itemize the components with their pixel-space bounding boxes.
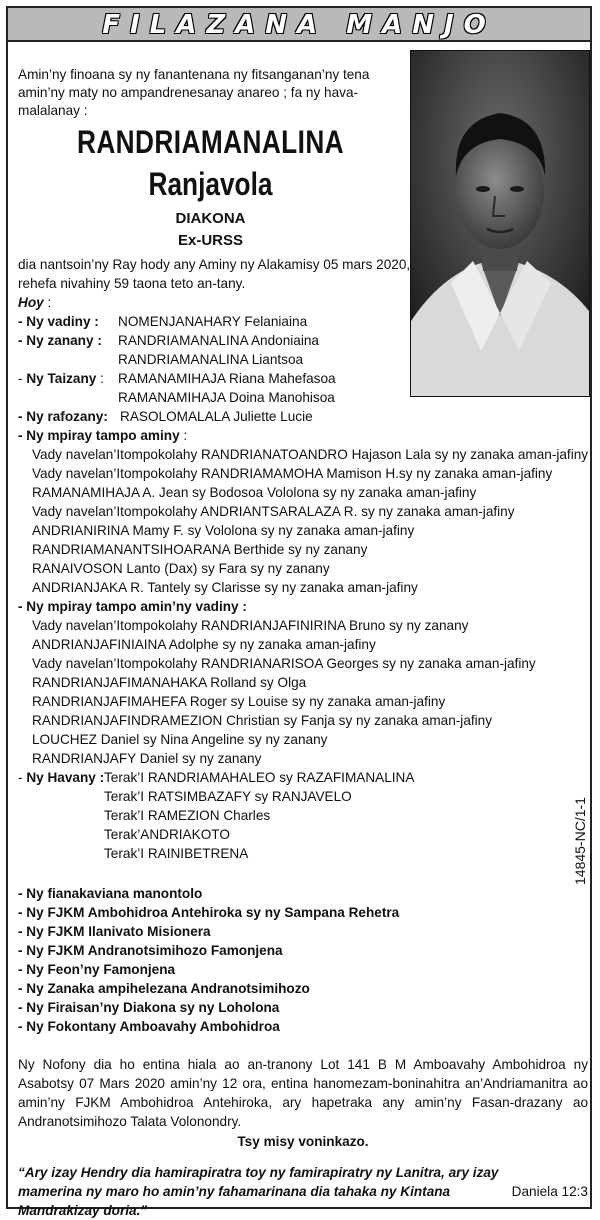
mpiray-label: - Ny mpiray tampo aminy xyxy=(18,428,180,443)
zanany-label: - Ny zanany : xyxy=(18,333,102,348)
hoy-label: Hoy xyxy=(18,295,44,310)
list-item: RANDRIANJAFIMANAHAKA Rolland sy Olga xyxy=(32,675,307,690)
taizany-dash: - xyxy=(18,371,27,386)
list-item: Vady navelan’Itompokolahy RANDRIANARISOA Georges sy ny zanaka aman-jafiny xyxy=(32,656,536,671)
deceased-title-1: DIAKONA xyxy=(175,210,246,227)
havany-heading xyxy=(18,769,104,787)
group-item: - Ny Fokontany Amboavahy Ambohidroa xyxy=(18,1019,280,1034)
header-banner xyxy=(8,8,590,42)
header-title: FILAZANA MANJO xyxy=(102,10,496,40)
vadiny-name: NOMENJANAHARY Felaniaina xyxy=(118,314,308,329)
list-item: ANDRIANJAFINIAINA Adolphe sy ny zanaka aman-jafiny xyxy=(32,637,376,652)
mpiray-vadiny-label: - Ny mpiray tampo amin’ny vadiny : xyxy=(18,599,247,614)
havany-dash: - xyxy=(18,770,27,785)
list-item: Terak’I RATSIMBAZAFY sy RANJAVELO xyxy=(104,789,352,804)
hoy-heading xyxy=(18,294,51,312)
list-item: Vady navelan’Itompokolahy RANDRIANJAFINIRINA Bruno sy ny zanany xyxy=(32,618,469,633)
list-item: Terak’I RANDRIAMAHALEO sy RAZAFIMANALINA xyxy=(104,770,415,785)
hoy-colon: : xyxy=(43,295,52,310)
list-item: RAMANAMIHAJA A. Jean sy Bodosoa Vololona sy ny zanaka aman-jafiny xyxy=(32,485,477,500)
mpiray-heading xyxy=(18,427,187,445)
list-item: Vady navelan’Itompokolahy RANDRIANATOANDRO Hajason Lala sy ny zanaka aman-jafiny xyxy=(32,447,589,462)
zanany-name: RANDRIAMANALINA Andoniaina xyxy=(118,333,319,348)
group-item: - Ny FJKM Ilanivato Misionera xyxy=(18,924,211,939)
taizany-label: Ny Taizany xyxy=(26,371,97,386)
havany-label: Ny Havany : xyxy=(26,770,105,785)
list-item: RANDRIANJAFIMAHEFA Roger sy Louise sy ny zanaka aman-jafiny xyxy=(32,694,446,709)
portrait-illustration xyxy=(411,51,589,396)
ad-reference-code: 14845-NC/1-1 xyxy=(572,797,588,885)
quote-reference: Daniela 12:3 xyxy=(511,1184,588,1199)
zanany-name: RANDRIAMANALINA Liantsoa xyxy=(118,352,304,367)
list-item: RANDRIAMANANTSIHOARANA Berthide sy ny zanany xyxy=(32,542,368,557)
taizany-colon: : xyxy=(96,371,104,386)
rafozany-name: RASOLOMALALA Juliette Lucie xyxy=(120,409,313,424)
bible-quote xyxy=(18,1163,588,1220)
funeral-details: Ny Nofony dia ho entina hiala ao an-tranony Lot 141 B M Amboavahy Ambohidroa ny Asabotsy 07 Mars 2020 amin’ny 12 ora, entina hanomezam-boninahitra an’Andriamanitra ao amin’ny FJKM Ambohidroa Antehiroka, ary hapetraka any amin’ny Fasan-drazany ao Andranotsimihozo Talata Volonondry. xyxy=(18,1057,588,1129)
list-item: Vady navelan’Itompokolahy ANDRIANTSARALAZA R. sy ny zanaka aman-jafiny xyxy=(32,504,515,519)
death-notice-line: rehefa nivahiny 59 taona teto an-tany. xyxy=(18,276,246,291)
list-item: Vady navelan’Itompokolahy RANDRIAMAMOHA Mamison H.sy ny zanaka aman-jafiny xyxy=(32,466,553,481)
rafozany-label: - Ny rafozany: xyxy=(18,409,108,424)
no-wreaths-note: Tsy misy voninkazo. xyxy=(237,1134,369,1149)
taizany-name: RAMANAMIHAJA Riana Mahefasoa xyxy=(118,371,336,386)
group-item: - Ny FJKM Ambohidroa Antehiroka sy ny Sampana Rehetra xyxy=(18,905,400,920)
list-item: Terak’ANDRIAKOTO xyxy=(104,827,230,842)
deceased-title-2: Ex-URSS xyxy=(177,232,244,249)
group-item: - Ny FJKM Andranotsimihozo Famonjena xyxy=(18,943,283,958)
portrait-photo xyxy=(410,50,590,397)
deceased-given-name: Ranjavola xyxy=(148,166,273,202)
group-item: - Ny Firaisan’ny Diakona sy ny Loholona xyxy=(18,1000,280,1015)
list-item: RANAIVOSON Lanto (Dax) sy Fara sy ny zanany xyxy=(32,561,330,576)
vadiny-label: - Ny vadiny : xyxy=(18,314,99,329)
list-item: Terak’I RAINIBETRENA xyxy=(104,846,249,861)
mpiray-colon: : xyxy=(179,428,188,443)
intro-text: Amin’ny finoana sy ny fanantenana ny fitsanganan’ny tena amin’ny maty no ampandrenesanay anareo ; fa ny hava-malalanay : xyxy=(18,67,370,118)
list-item: RANDRIANJAFINDRAMEZION Christian sy Fanja sy ny zanaka aman-jafiny xyxy=(32,713,493,728)
list-item: ANDRIANJAKA R. Tantely sy Clarisse sy ny zanaka aman-jafiny xyxy=(32,580,418,595)
death-notice-line: dia nantsoin’ny Ray hody any Aminy ny Alakamisy 05 mars 2020, xyxy=(18,257,411,272)
taizany-heading xyxy=(18,370,104,388)
list-item: RANDRIANJAFY Daniel sy ny zanany xyxy=(32,751,262,766)
group-item: - Ny fianakaviana manontolo xyxy=(18,886,203,901)
taizany-name: RAMANAMIHAJA Doina Manohisoa xyxy=(118,390,335,405)
group-item: - Ny Feon’ny Famonjena xyxy=(18,962,176,977)
deceased-surname: RANDRIAMANALINA xyxy=(76,124,345,160)
list-item: ANDRIANIRINA Mamy F. sy Vololona sy ny zanaka aman-jafiny xyxy=(32,523,415,538)
quote-text: “Ary izay Hendry dia hamirapiratra toy ny famirapiratry ny Lanitra, ary izay mamerina ny maro ho amin’ny fahamarinana dia tahaka ny Kintana Mandrakizay doria.” xyxy=(18,1165,499,1218)
group-item: - Ny Zanaka ampihelezana Andranotsimihozo xyxy=(18,981,310,996)
list-item: Terak’I RAMEZION Charles xyxy=(104,808,271,823)
list-item: LOUCHEZ Daniel sy Nina Angeline sy ny zanany xyxy=(32,732,328,747)
